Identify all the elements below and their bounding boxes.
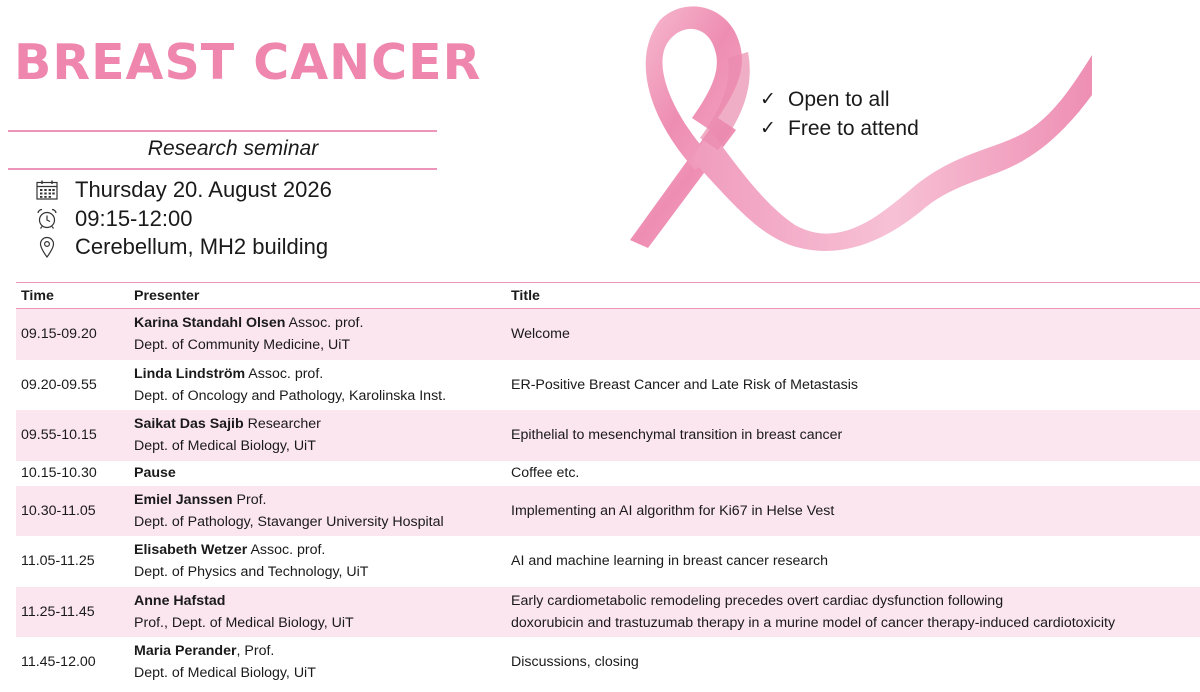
row-title <box>506 587 1200 638</box>
checkmark-icon: ✓ <box>760 118 776 139</box>
calendar-icon <box>34 179 60 201</box>
check-label: Free to attend <box>788 116 919 140</box>
row-title: Coffee etc. <box>511 465 580 481</box>
presenter-dept: Prof., Dept. of Medical Biology, UiT <box>134 614 354 631</box>
row-title: ER-Positive Breast Cancer and Late Risk of Metastasis <box>511 376 858 393</box>
time-row <box>34 205 332 234</box>
presenter-name: Maria Perander <box>134 643 237 660</box>
presenter-name: Emiel Janssen <box>134 491 233 508</box>
row-presenter <box>129 360 506 411</box>
row-title: Discussions, closing <box>511 654 639 671</box>
check-label: Open to all <box>788 87 890 111</box>
presenter-dept: Dept. of Oncology and Pathology, Karolinska Inst. <box>134 387 447 404</box>
schedule-table <box>16 282 1200 688</box>
event-details <box>34 176 332 262</box>
presenter-name: Karina Standahl Olsen <box>134 315 286 332</box>
row-time: 11.45-12.00 <box>21 654 96 671</box>
presenter-dept: Dept. of Community Medicine, UiT <box>134 337 351 354</box>
presenter-role: Researcher <box>243 416 321 433</box>
event-time: 09:15-12:00 <box>75 205 193 231</box>
row-title: Epithelial to mesenchymal transition in breast cancer <box>506 410 1200 461</box>
table-row <box>16 486 1200 537</box>
presenter-name: Pause <box>134 465 176 481</box>
title-line-2: doxorubicin and trastuzumab therapy in a murine model of cancer therapy-induced cardiotoxicity <box>511 614 1116 631</box>
row-presenter <box>129 309 506 360</box>
presenter-name: Elisabeth Wetzer <box>134 542 248 559</box>
presenter-role: , Prof. <box>236 643 275 660</box>
event-date: Thursday 20. August 2026 <box>75 177 332 203</box>
divider-top <box>8 130 437 132</box>
header-title: Title <box>506 283 1200 309</box>
event-location: Cerebellum, MH2 building <box>75 234 329 260</box>
divider-bottom <box>8 168 437 170</box>
check-item <box>760 85 919 114</box>
checkmark-icon: ✓ <box>760 89 776 110</box>
table-row <box>16 637 1200 688</box>
presenter-name: Saikat Das Sajib <box>134 416 244 433</box>
presenter-role: Assoc. prof. <box>245 365 324 382</box>
presenter-dept: Dept. of Physics and Technology, UiT <box>134 564 369 581</box>
table-row <box>16 587 1200 638</box>
poster-subtitle: Research seminar <box>147 137 319 160</box>
date-row <box>34 176 332 205</box>
table-row <box>16 360 1200 411</box>
location-row <box>34 233 332 262</box>
header-presenter: Presenter <box>129 283 506 309</box>
row-title: Implementing an AI algorithm for Ki67 in Helse Vest <box>506 486 1200 537</box>
title-line-1: Early cardiometabolic remodeling precedes overt cardiac dysfunction following <box>511 592 1004 609</box>
poster-title: BREAST CANCER <box>14 34 482 91</box>
row-presenter <box>129 637 506 688</box>
row-time: 11.05-11.25 <box>21 553 95 570</box>
presenter-name: Anne Hafstad <box>134 592 226 609</box>
table-row <box>16 536 1200 587</box>
row-title: Welcome <box>506 309 1200 360</box>
row-time: 09.55-10.15 <box>16 410 129 461</box>
presenter-role: Assoc. prof. <box>285 315 364 332</box>
presenter-dept: Dept. of Medical Biology, UiT <box>134 438 316 455</box>
table-row <box>16 410 1200 461</box>
presenter-name: Linda Lindström <box>134 365 246 382</box>
header-time: Time <box>16 283 129 309</box>
presenter-dept: Dept. of Pathology, Stavanger University Hospital <box>134 513 444 530</box>
row-time: 10.30-11.05 <box>16 486 129 537</box>
presenter-role: Prof. <box>232 491 267 508</box>
row-presenter <box>129 536 506 587</box>
location-pin-icon <box>34 236 60 258</box>
presenter-role: Assoc. prof. <box>247 542 326 559</box>
row-title: AI and machine learning in breast cancer research <box>511 553 829 570</box>
row-time: 11.25-11.45 <box>16 587 129 638</box>
row-presenter <box>129 486 506 537</box>
row-presenter <box>129 587 506 638</box>
row-presenter <box>129 410 506 461</box>
row-presenter <box>129 461 506 486</box>
table-header-row <box>16 283 1200 309</box>
check-item <box>760 114 919 143</box>
presenter-dept: Dept. of Medical Biology, UiT <box>134 665 316 682</box>
table-row <box>16 461 1200 486</box>
row-time: 10.15-10.30 <box>21 465 97 481</box>
attendance-notes <box>760 85 919 143</box>
row-time: 09.20-09.55 <box>21 376 97 393</box>
table-row <box>16 309 1200 360</box>
row-time: 09.15-09.20 <box>16 309 129 360</box>
alarm-clock-icon <box>34 208 60 230</box>
